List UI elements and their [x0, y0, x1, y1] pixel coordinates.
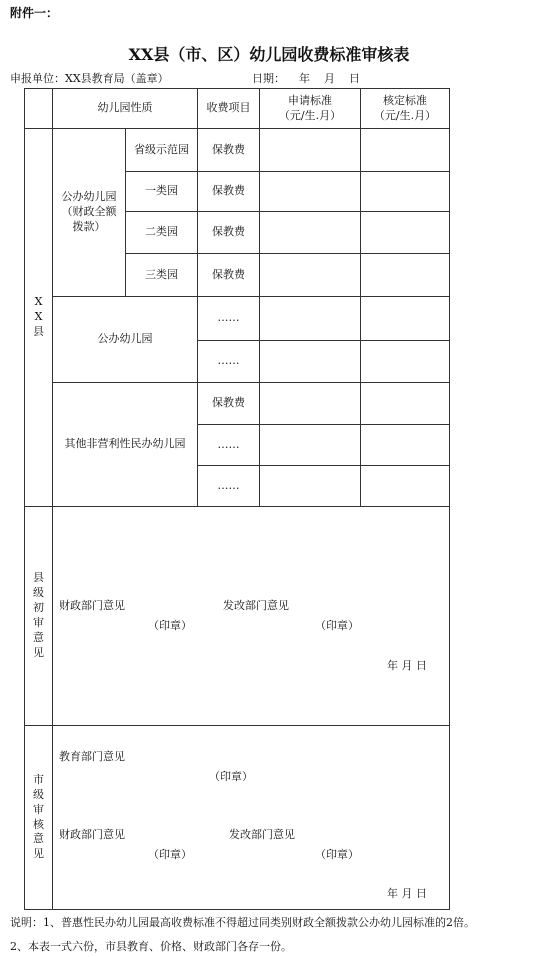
date-month: 月 [324, 72, 335, 85]
county-finance-seal: （印章） [148, 619, 192, 632]
city-education-opinion-label: 教育部门意见 [59, 750, 125, 763]
date-line [252, 70, 360, 86]
city-review-row [25, 726, 450, 910]
city-education-seal: （印章） [209, 770, 253, 783]
city-review-area[interactable] [53, 726, 450, 910]
header-apply-unit: （元/生.月） [278, 108, 342, 122]
header-item: 收费项目 [198, 89, 260, 129]
apply-standard-cell[interactable] [260, 297, 361, 341]
fee-review-table [24, 88, 450, 910]
approved-standard-cell[interactable] [361, 466, 450, 507]
table-header-row [25, 89, 450, 129]
apply-standard-cell[interactable] [260, 172, 361, 212]
fee-item: …… [198, 297, 260, 341]
header-apply-standard [260, 89, 361, 129]
date-day: 日 [349, 72, 360, 85]
date-label: 日期： [252, 72, 285, 85]
note-2: 2、本表一式六份，市县教育、价格、财政部门各存一份。 [10, 940, 292, 953]
header-corner [25, 89, 53, 129]
apply-standard-cell[interactable] [260, 383, 361, 425]
header-approved-label: 核定标准 [383, 93, 427, 107]
apply-standard-cell[interactable] [260, 254, 361, 297]
apply-standard-cell[interactable] [260, 129, 361, 172]
fee-item: …… [198, 466, 260, 507]
city-finance-seal: （印章） [148, 848, 192, 861]
city-review-label [25, 726, 53, 910]
county-development-opinion-label: 发改部门意见 [223, 599, 289, 612]
fee-item: 保教费 [198, 172, 260, 212]
fee-item: …… [198, 425, 260, 466]
city-finance-opinion-label: 财政部门意见 [59, 828, 125, 841]
county-name: XX县 [33, 295, 44, 338]
county-finance-opinion-label: 财政部门意见 [59, 599, 125, 612]
approved-standard-cell[interactable] [361, 254, 450, 297]
table-row [25, 383, 450, 425]
county-label [25, 129, 53, 507]
table-row [25, 297, 450, 341]
kindergarten-level: 省级示范园 [126, 129, 198, 172]
county-review-label [25, 507, 53, 726]
table-row [25, 129, 450, 172]
approved-standard-cell[interactable] [361, 172, 450, 212]
city-development-opinion-label: 发改部门意见 [229, 828, 295, 841]
public-kindergarten-label: 公办幼儿园 [53, 297, 198, 383]
county-review-label-text: 县级初审意见 [33, 571, 44, 659]
city-review-date: 年 月 日 [387, 887, 427, 900]
date-year: 年 [299, 72, 310, 85]
header-approved-unit: （元/生.月） [373, 108, 437, 122]
county-review-area[interactable] [53, 507, 450, 726]
kindergarten-level: 二类园 [126, 212, 198, 254]
approved-standard-cell[interactable] [361, 297, 450, 341]
applicant-unit: 申报单位：XX县教育局（盖章） [10, 72, 169, 85]
note-1: 说明：1、普惠性民办幼儿园最高收费标准不得超过同类别财政全额拨款公办幼儿园标准的2倍。 [10, 916, 475, 929]
apply-standard-cell[interactable] [260, 341, 361, 383]
header-nature: 幼儿园性质 [53, 89, 198, 129]
county-development-seal: （印章） [315, 619, 359, 632]
approved-standard-cell[interactable] [361, 425, 450, 466]
attachment-label: 附件一： [10, 6, 59, 20]
apply-standard-cell[interactable] [260, 212, 361, 254]
kindergarten-level: 三类园 [126, 254, 198, 297]
fee-item: 保教费 [198, 129, 260, 172]
approved-standard-cell[interactable] [361, 341, 450, 383]
county-review-row [25, 507, 450, 726]
fee-item: 保教费 [198, 212, 260, 254]
approved-standard-cell[interactable] [361, 212, 450, 254]
page-title: XX县（市、区）幼儿园收费标准审核表 [128, 45, 410, 64]
fee-item: 保教费 [198, 254, 260, 297]
approved-standard-cell[interactable] [361, 383, 450, 425]
approved-standard-cell[interactable] [361, 129, 450, 172]
fee-item: …… [198, 341, 260, 383]
public-funded-label: 公办幼儿园（财政全额拨款） [53, 129, 126, 297]
apply-standard-cell[interactable] [260, 425, 361, 466]
kindergarten-level: 一类园 [126, 172, 198, 212]
fee-item: 保教费 [198, 383, 260, 425]
city-review-label-text: 市级审核意见 [33, 772, 44, 861]
private-nonprofit-label: 其他非营利性民办幼儿园 [53, 383, 198, 507]
header-apply-label: 申请标准 [288, 93, 332, 107]
county-review-date: 年 月 日 [387, 659, 427, 672]
apply-standard-cell[interactable] [260, 466, 361, 507]
city-development-seal: （印章） [315, 848, 359, 861]
header-approved-standard [361, 89, 450, 129]
